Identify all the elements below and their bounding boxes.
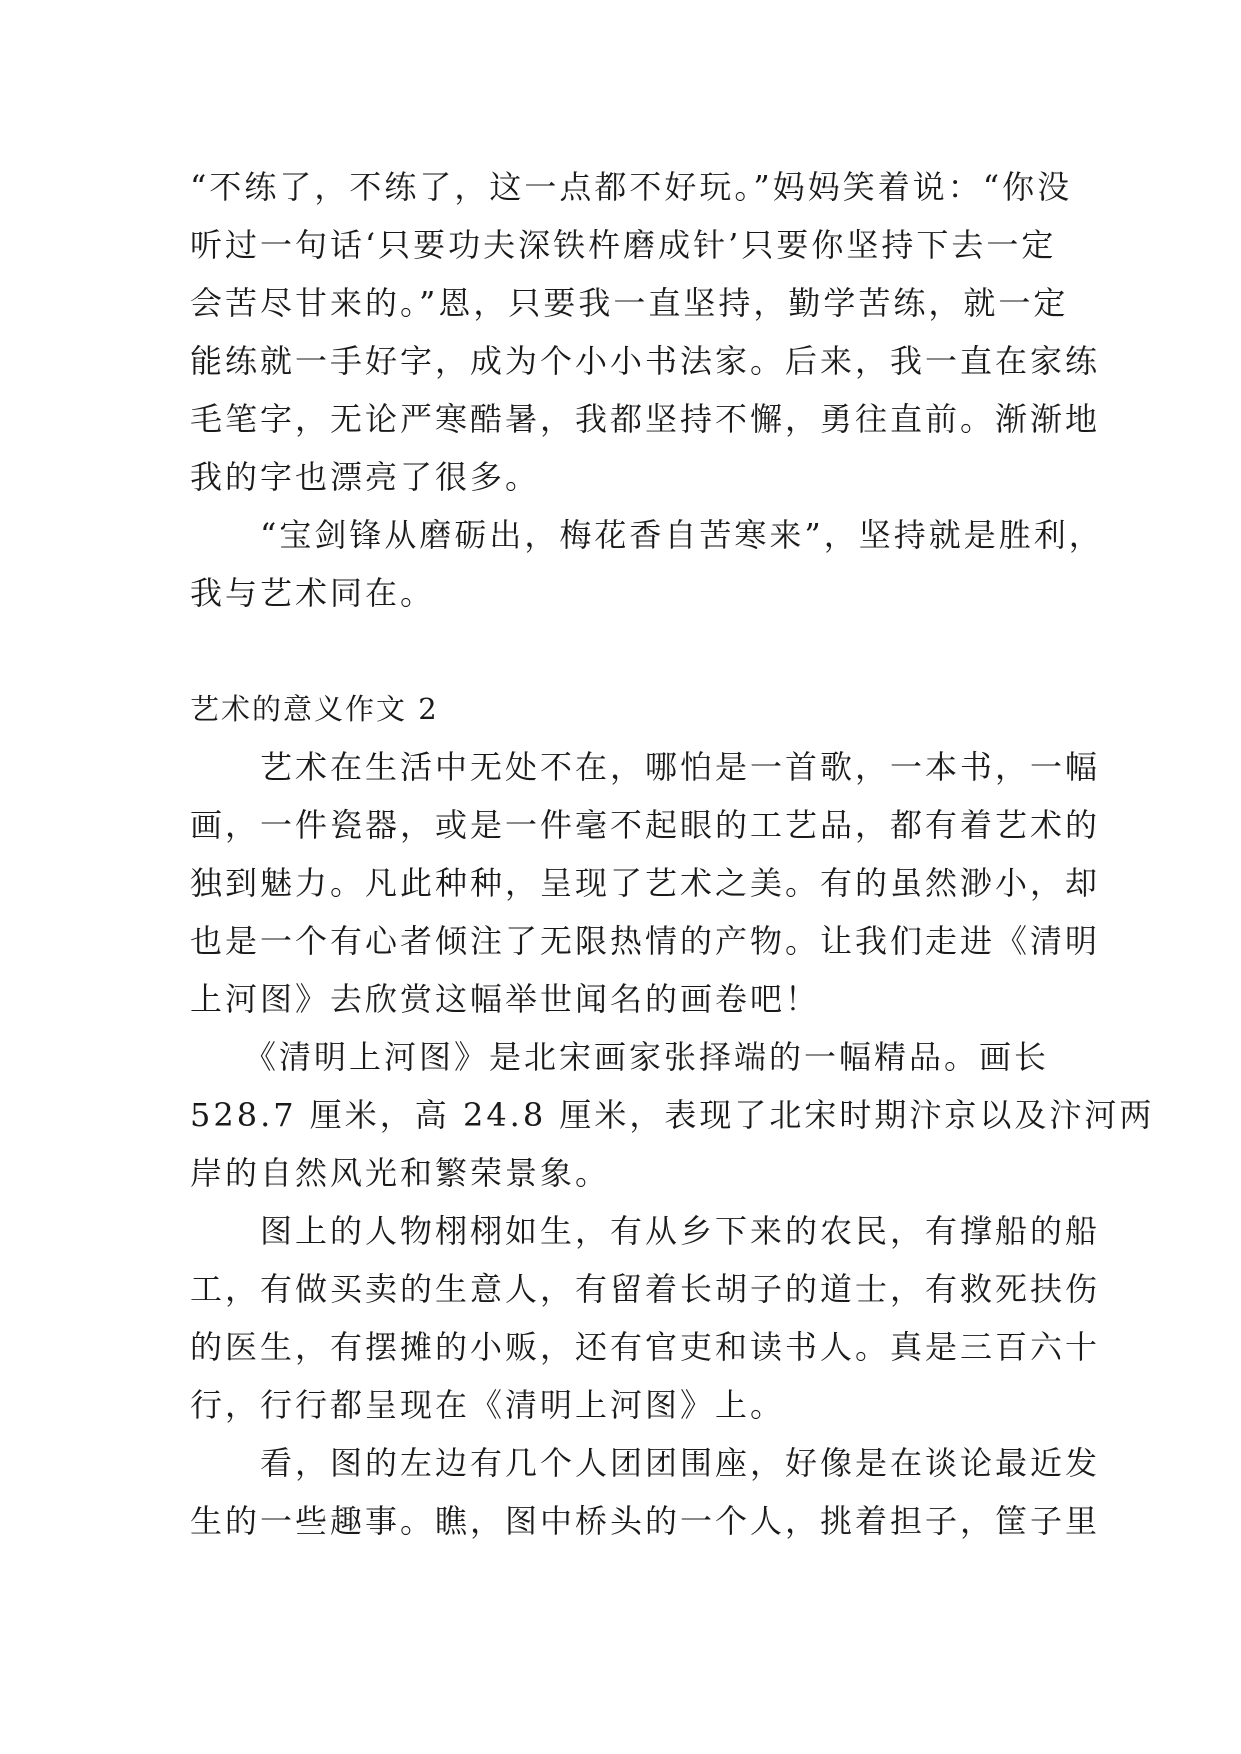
text-line: 会苦尽甘来的。”恩，只要我一直坚持，勤学苦练，就一定: [190, 284, 1069, 322]
text-line: “不练了，不练了，这一点都不好玩。”妈妈笑着说：“你没: [190, 168, 1073, 206]
text-line: 生的一些趣事。瞧，图中桥头的一个人，挑着担子，筐子里: [190, 1502, 1101, 1540]
text-line: 也是一个有心者倾注了无限热情的产物。让我们走进《清明: [190, 922, 1101, 960]
text-line: 画，一件瓷器，或是一件毫不起眼的工艺品，都有着艺术的: [190, 806, 1101, 844]
text-line: 独到魅力。凡此种种，呈现了艺术之美。有的虽然渺小，却: [190, 864, 1101, 902]
text-line: 艺术在生活中无处不在，哪怕是一首歌，一本书，一幅: [190, 748, 1101, 786]
text-line: 的医生，有摆摊的小贩，还有官吏和读书人。真是三百六十: [190, 1328, 1101, 1366]
text-line: 工，有做买卖的生意人，有留着长胡子的道士，有救死扶伤: [190, 1270, 1101, 1308]
text-line: 我与艺术同在。: [190, 574, 436, 612]
text-line: 看，图的左边有几个人团团围座，好像是在谈论最近发: [190, 1444, 1101, 1482]
text-line: 图上的人物栩栩如生，有从乡下来的农民，有撑船的船: [190, 1212, 1101, 1250]
text-line: 能练就一手好字，成为个小小书法家。后来，我一直在家练: [190, 342, 1101, 380]
text-line: 岸的自然风光和繁荣景象。: [190, 1154, 611, 1192]
essay-section-2: [190, 738, 1155, 1550]
essay-heading: 艺术的意义作文 2: [190, 692, 439, 726]
text-line: 毛笔字，无论严寒酷暑，我都坚持不懈，勇往直前。渐渐地: [190, 400, 1101, 438]
text-line: 我的字也漂亮了很多。: [190, 458, 541, 496]
text-line: 听过一句话‘只要功夫深铁杵磨成针’只要你坚持下去一定: [190, 226, 1057, 264]
essay-section-1: [190, 158, 1104, 622]
text-line: “宝剑锋从磨砺出，梅花香自苦寒来”，坚持就是胜利，: [190, 516, 1104, 554]
text-line: 528.7 厘米，高 24.8 厘米，表现了北宋时期汴京以及汴河两: [190, 1096, 1155, 1134]
text-line: 《清明上河图》是北宋画家张择端的一幅精品。画长: [190, 1038, 1050, 1076]
text-line: 上河图》去欣赏这幅举世闻名的画卷吧！: [190, 980, 821, 1018]
text-line: 行，行行都呈现在《清明上河图》上。: [190, 1386, 786, 1424]
